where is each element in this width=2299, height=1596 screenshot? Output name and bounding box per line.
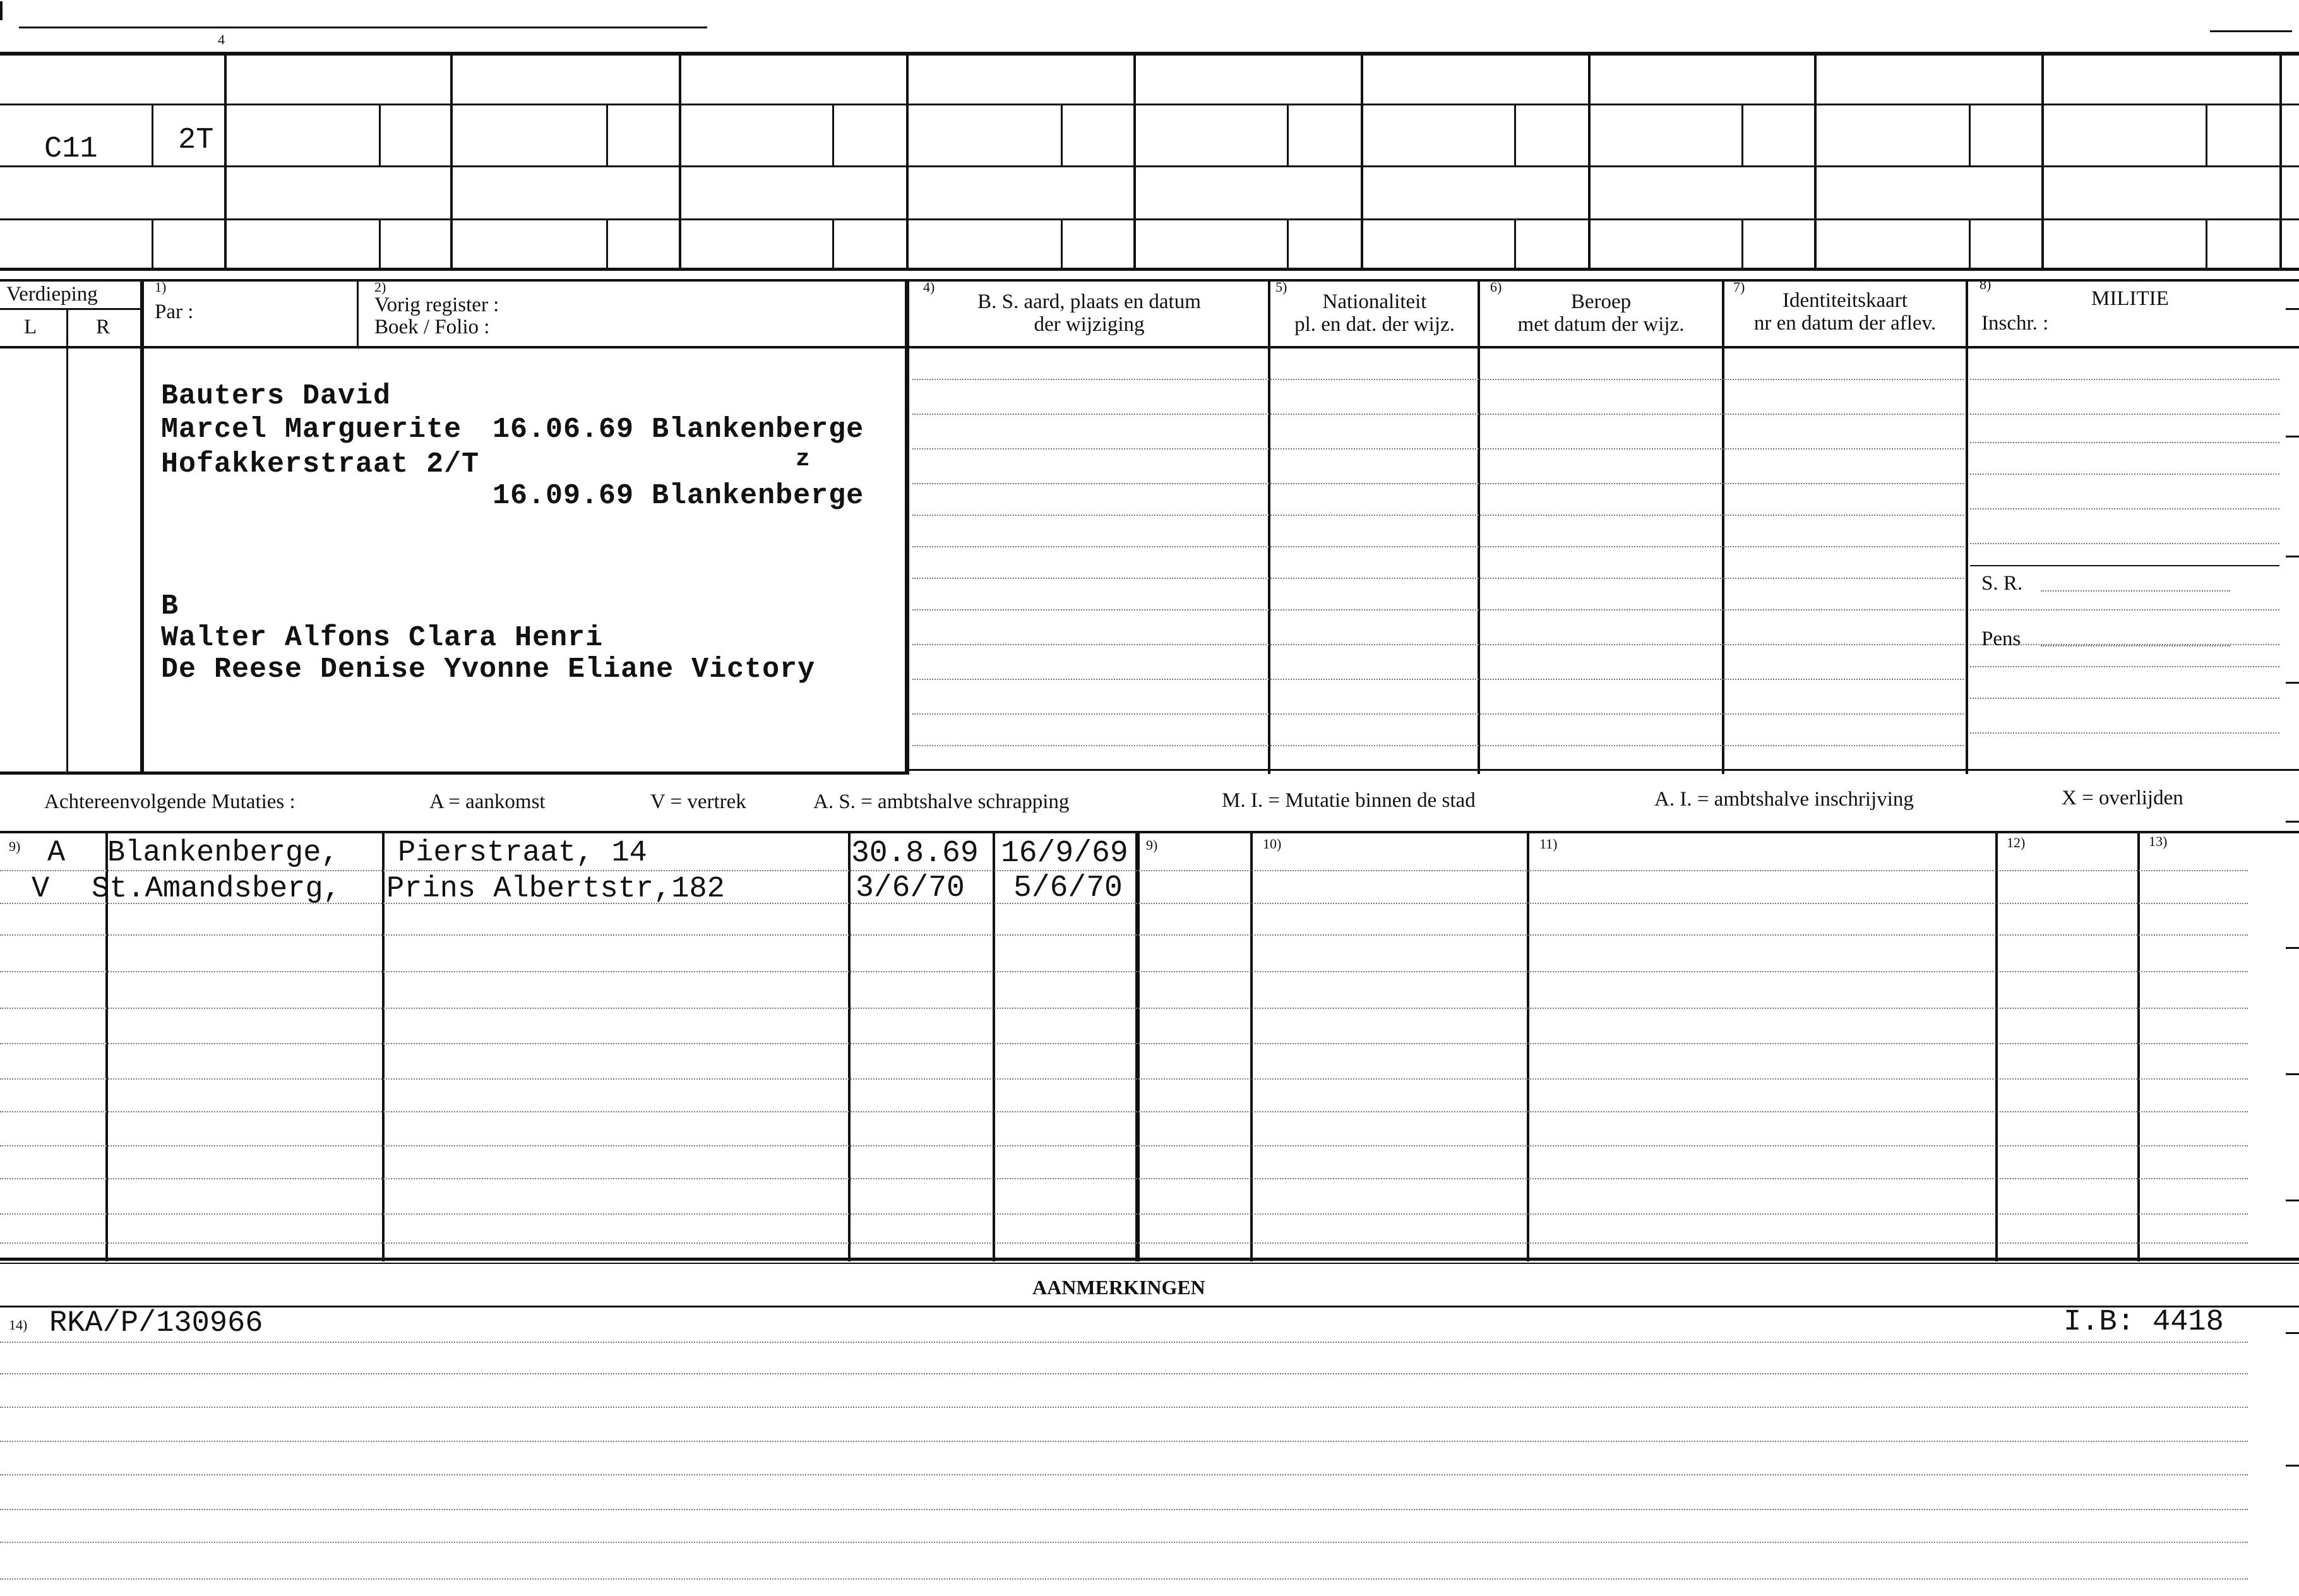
col-number: 8) (1980, 277, 1991, 292)
col-10-label: 10) (1263, 836, 1282, 852)
left-label: L (24, 316, 37, 338)
legend-ai: A. I. = ambtshalve inschrijving (1654, 788, 1914, 811)
col-number: 5) (1275, 279, 1287, 295)
entry-parent-2: De Reese Denise Yvonne Eliane Victory (161, 653, 816, 686)
legend-title: Achtereenvolgende Mutaties : (44, 790, 296, 813)
beroep-header-line1: Beroep (1570, 290, 1632, 313)
mutation-row1-date1: 30.8.69 (851, 837, 979, 871)
identiteitskaart-header (1724, 289, 1966, 335)
id-header-line1: Identiteitskaart (1782, 289, 1908, 312)
mutation-row2-type: V (32, 872, 50, 906)
entry-date-2: 16.09.69 Blankenberge (493, 480, 864, 512)
bs-header-line2: der wijziging (1034, 313, 1145, 336)
legend-a: A = aankomst (429, 790, 546, 813)
left-column-border (140, 279, 144, 774)
beroep-header-line2: met datum der wijz. (1517, 313, 1685, 336)
remarks-reference: RKA/P/130966 (49, 1307, 263, 1340)
legend-mi: M. I. = Mutatie binnen de stad (1222, 789, 1476, 812)
verdieping-label: Verdieping (6, 283, 98, 306)
col-12-label: 12) (2007, 835, 2026, 850)
right-label: R (96, 316, 110, 338)
top-border (0, 52, 2299, 56)
id-header-line2: nr en datum der aflev. (1753, 312, 1937, 335)
nat-header-line2: pl. en dat. der wijz. (1294, 313, 1455, 336)
inschr-label: Inschr. : (1981, 312, 2049, 335)
legend-as: A. S. = ambtshalve schrapping (813, 790, 1070, 813)
par-label: Par : (155, 301, 194, 323)
entry-address: Hofakkerstraat 2/T (161, 448, 480, 480)
remarks-ib: I.B: 4418 (2063, 1306, 2224, 1339)
mutation-row1-date2: 16/9/69 (1001, 837, 1128, 871)
house-number: 2T (178, 124, 214, 157)
bs-header-line1: B. S. aard, plaats en datum (977, 290, 1201, 313)
mutation-row2-street: Prins Albertstr,182 (386, 872, 725, 906)
legend-v: V = vertrek (650, 790, 746, 813)
nat-header-line1: Nationaliteit (1322, 290, 1427, 313)
top-edge-line (19, 27, 707, 28)
mutation-row2-date1: 3/6/70 (856, 871, 965, 905)
entry-parent-1: Walter Alfons Clara Henri (161, 622, 604, 654)
sr-label: S. R. (1981, 572, 2023, 595)
register-code: C11 (44, 133, 98, 166)
col-9-label: 9) (9, 838, 21, 854)
remarks-num: 14) (9, 1317, 28, 1333)
bs-header (916, 290, 1263, 336)
entry-given-names: Marcel Marguerite (161, 414, 462, 446)
col-9b-label: 9) (1146, 837, 1158, 853)
mutation-row1-place: Blankenberge, (107, 837, 339, 870)
vorig-register-label: Vorig register : (374, 294, 499, 316)
col-13-label: 13) (2149, 833, 2168, 849)
entry-z-mark: z (796, 446, 811, 473)
militie-label: MILITIE (2091, 287, 2169, 310)
mutation-row2-place: St.Amandsberg, (92, 872, 341, 906)
pens-label: Pens (1981, 628, 2021, 650)
col-number: 1) (155, 279, 167, 295)
col-number: 7) (1733, 279, 1745, 295)
remarks-title: AANMERKINGEN (1032, 1276, 1205, 1299)
entry-name: Bauters David (161, 380, 391, 412)
entry-b-mark: B (161, 590, 179, 622)
entry-right-border (905, 279, 909, 774)
col-number: 2) (374, 279, 386, 295)
col-number: 6) (1490, 279, 1502, 295)
entry-date-1: 16.06.69 Blankenberge (493, 414, 864, 446)
boek-folio-label: Boek / Folio : (374, 316, 490, 338)
beroep-header (1480, 290, 1722, 336)
corner-mark: 4 (218, 32, 225, 47)
legend-x: X = overlijden (2062, 787, 2183, 809)
nationaliteit-header (1270, 290, 1479, 336)
mutation-row1-type: A (47, 837, 66, 870)
col-number: 4) (923, 279, 935, 295)
col-11-label: 11) (1539, 836, 1558, 852)
mutation-row1-street: Pierstraat, 14 (398, 837, 647, 870)
mutation-row2-date2: 5/6/70 (1013, 871, 1123, 905)
